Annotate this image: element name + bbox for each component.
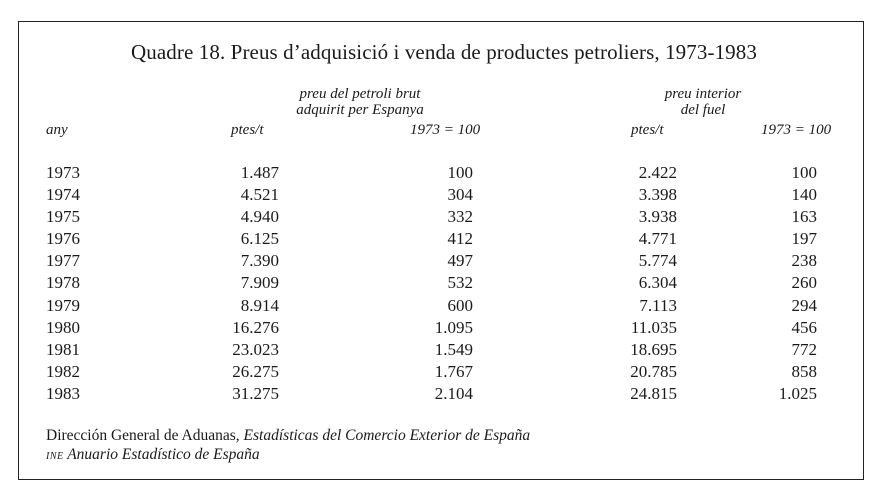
cell-year: 1981 [46,339,80,359]
source-publication-2: Anuario Estadístico de España [63,446,260,463]
cell-year: 1982 [46,361,80,381]
cell-fuel-price: 18.695 [630,339,677,359]
cell-year: 1975 [46,207,80,227]
cell-crude-price: 7.909 [240,273,279,293]
fuel-group-header [628,86,778,118]
cell-crude-price: 8.914 [240,295,279,315]
table-row [0,339,888,361]
crude-group-line2: adquirit per Espanya [296,102,424,118]
cell-year: 1983 [46,383,80,403]
cell-year: 1979 [46,295,80,315]
cell-fuel-price: 11.035 [630,317,677,337]
cell-crude-index: 532 [447,273,473,293]
cell-fuel-price: 20.785 [630,361,677,381]
col-header-fuel-price: ptes/t [631,122,664,138]
cell-crude-price: 23.023 [232,339,279,359]
source-line-2 [46,445,530,465]
cell-fuel-price: 3.938 [638,207,677,227]
cell-crude-index: 497 [447,251,473,271]
col-header-fuel-index: 1973 = 100 [761,122,832,138]
cell-crude-price: 16.276 [232,317,279,337]
source-ine: ine [46,448,64,463]
cell-year: 1978 [46,273,80,293]
cell-fuel-price: 3.398 [638,185,677,205]
cell-fuel-price: 5.774 [638,251,677,271]
source-publication-1: Estadísticas del Comercio Exterior de España [243,427,531,444]
cell-fuel-price: 2.422 [638,163,677,182]
col-header-year: any [46,122,68,138]
cell-fuel-index: 163 [791,207,817,227]
cell-year: 1977 [46,251,80,271]
cell-crude-price: 31.275 [232,383,279,403]
table-row [0,250,888,272]
table-row [0,295,888,317]
table-row [0,162,888,184]
cell-fuel-index: 238 [791,251,817,271]
col-header-crude-index: 1973 = 100 [410,122,481,138]
cell-crude-price: 26.275 [232,361,279,381]
cell-crude-index: 1.767 [434,361,473,381]
cell-year: 1974 [46,185,80,205]
fuel-group-line2: del fuel [680,102,726,118]
table-row [0,361,888,383]
table-row [0,272,888,294]
cell-crude-price: 7.390 [240,251,279,271]
table-row [0,383,888,405]
source-note [46,426,530,465]
cell-fuel-index: 197 [791,229,817,249]
cell-fuel-price: 4.771 [638,229,677,249]
cell-crude-index: 2.104 [434,383,473,403]
cell-crude-price: 4.940 [240,207,279,227]
cell-crude-index: 1.549 [434,339,473,359]
col-header-crude-price: ptes/t [231,122,264,138]
cell-fuel-index: 100 [791,163,817,182]
source-line-1 [46,426,530,445]
cell-year: 1980 [46,317,80,337]
cell-fuel-index: 260 [791,273,817,293]
table-title: Quadre 18. Preus d’adquisició i venda de productes petroliers, 1973-1983 [131,40,757,64]
source-agency: Dirección General de Aduanas, [46,427,244,444]
table-row [0,206,888,228]
cell-fuel-index: 456 [791,317,817,337]
cell-crude-index: 600 [447,295,473,315]
table-row [0,317,888,339]
cell-crude-price: 4.521 [240,185,279,205]
cell-fuel-price: 24.815 [630,383,677,403]
fuel-group-line1: preu interior [664,86,742,102]
cell-crude-index: 332 [447,207,473,227]
cell-fuel-index: 772 [791,339,817,359]
table-row [0,228,888,250]
cell-fuel-price: 6.304 [638,273,677,293]
cell-crude-index: 412 [447,229,473,249]
crude-group-header [255,86,465,118]
table-row [0,184,888,206]
cell-year: 1973 [46,163,80,182]
cell-crude-index: 304 [447,185,473,205]
cell-fuel-index: 294 [791,295,817,315]
crude-group-line1: preu del petroli brut [299,86,421,102]
cell-crude-index: 1.095 [434,317,473,337]
cell-crude-price: 1.487 [240,163,279,182]
cell-fuel-index: 858 [791,361,817,381]
cell-crude-index: 100 [447,163,473,182]
table-body [0,162,888,405]
cell-fuel-index: 140 [791,185,817,205]
cell-fuel-index: 1.025 [778,383,817,403]
cell-crude-price: 6.125 [240,229,279,249]
cell-fuel-price: 7.113 [639,295,677,315]
cell-year: 1976 [46,229,80,249]
